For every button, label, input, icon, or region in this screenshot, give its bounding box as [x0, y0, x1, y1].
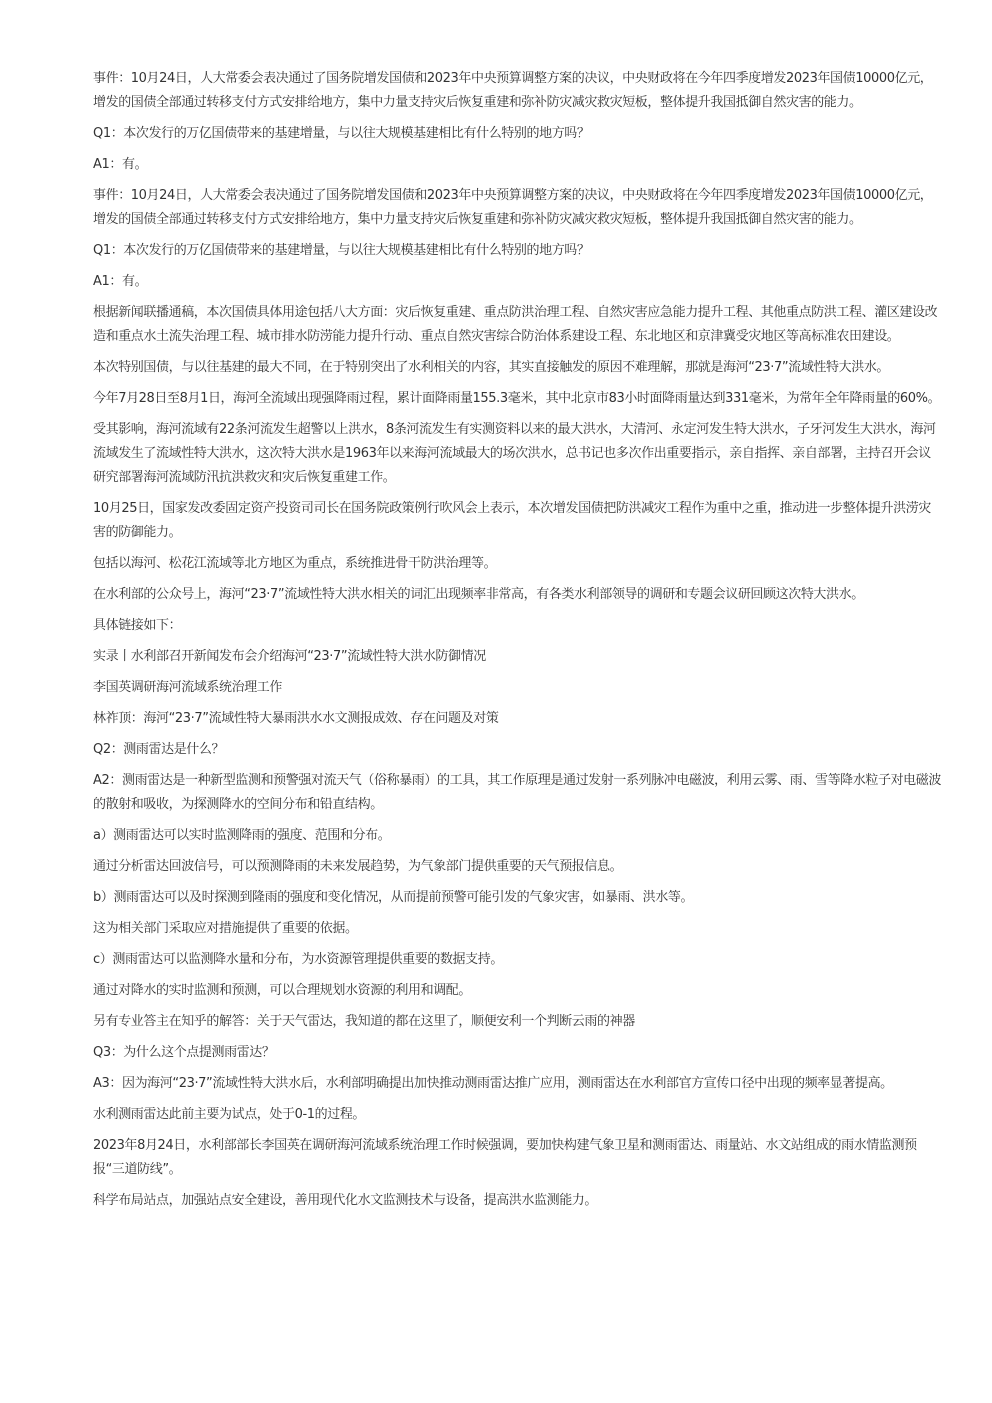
rainfall-paragraph: 今年7月28日至8月1日，海河全流域出现强降雨过程，累计面降雨量155.3毫米，其中北京市83小时面降雨量达到331毫米，为常年全年降雨量的60%。 [93, 391, 941, 406]
minister-paragraph: 2023年8月24日，水利部部长李国英在调研海河流域系统治理工作时候强调，要加快构建气象卫星和测雨雷达、雨量站、水文站组成的雨水情监测预报“三道防线”。 [93, 1138, 917, 1177]
point-a: a）测雨雷达可以实时监测降雨的强度、范围和分布。 [93, 828, 391, 843]
zhihu-reference[interactable]: 另有专业答主在知乎的解答：关于天气雷达，我知道的都在这里了，顺便安利一个判断云雨的神器 [93, 1014, 635, 1029]
pilot-paragraph: 水利测雨雷达此前主要为试点，处于0-1的过程。 [93, 1107, 366, 1122]
link-item[interactable]: 林祚顶：海河“23·7”流域性特大暴雨洪水水文测报成效、存在问题及对策 [93, 711, 499, 726]
link-item[interactable]: 李国英调研海河流域系统治理工作 [93, 680, 283, 695]
north-region-paragraph: 包括以海河、松花江流域等北方地区为重点，系统推进骨干防洪治理等。 [93, 556, 497, 571]
answer-a1-repeat: A1：有。 [93, 274, 148, 289]
point-a-detail: 通过分析雷达回波信号，可以预测降雨的未来发展趋势，为气象部门提供重要的天气预报信息。 [93, 859, 623, 874]
link-item[interactable]: 实录丨水利部召开新闻发布会介绍海河“23·7”流域性特大洪水防御情况 [93, 649, 486, 664]
point-b: b）测雨雷达可以及时探测到隆雨的强度和变化情况，从而提前预警可能引发的气象灾害，如暴雨、洪水等。 [93, 890, 694, 905]
event-paragraph: 事件：10月24日，人大常委会表决通过了国务院增发国债和2023年中央预算调整方案的决议，中央财政将在今年四季度增发2023年国债10000亿元，增发的国债全部通过转移支付方式安排给地方，集中力量支持灾后恢复重建和弥补防灾减灾救灾短板，整体提升我国抵御自然灾害的能力。 [93, 71, 933, 110]
bond-usage-paragraph: 根据新闻联播通稿，本次国债具体用途包括八大方面：灾后恢复重建、重点防洪治理工程、自然灾害应急能力提升工程、其他重点防洪工程、灌区建设改造和重点水土流失治理工程、城市排水防涝能力提升行动、重点自然灾害综合防治体系建设工程、东北地区和京津冀受灾地区等高标准农田建设。 [93, 305, 938, 344]
question-q1: Q1：本次发行的万亿国债带来的基建增量，与以往大规模基建相比有什么特别的地方吗？ [93, 126, 590, 141]
point-b-detail: 这为相关部门采取应对措施提供了重要的依据。 [93, 921, 358, 936]
ndrc-paragraph: 10月25日，国家发改委固定资产投资司司长在国务院政策例行吹风会上表示，本次增发国债把防洪减灾工程作为重中之重，推动进一步整体提升洪涝灾害的防御能力。 [93, 501, 931, 540]
answer-a1: A1：有。 [93, 157, 148, 172]
links-intro: 具体链接如下： [93, 618, 182, 633]
point-c: c）测雨雷达可以监测降水量和分布，为水资源管理提供重要的数据支持。 [93, 952, 503, 967]
question-q2: Q2：测雨雷达是什么？ [93, 742, 225, 757]
question-q1-repeat: Q1：本次发行的万亿国债带来的基建增量，与以往大规模基建相比有什么特别的地方吗？ [93, 243, 590, 258]
point-c-detail: 通过对降水的实时监测和预测，可以合理规划水资源的利用和调配。 [93, 983, 472, 998]
answer-a3: A3：因为海河“23·7”流域性特大洪水后，水利部明确提出加快推动测雨雷达推广应用，测雨雷达在水利部官方宣传口径中出现的频率显著提高。 [93, 1076, 893, 1091]
event-paragraph-repeat: 事件：10月24日，人大常委会表决通过了国务院增发国债和2023年中央预算调整方案的决议，中央财政将在今年四季度增发2023年国债10000亿元，增发的国债全部通过转移支付方式安排给地方，集中力量支持灾后恢复重建和弥补防灾减灾救灾短板，整体提升我国抵御自然灾害的能力。 [93, 188, 933, 227]
ministry-account-paragraph: 在水利部的公众号上，海河“23·7”流域性特大洪水相关的词汇出现频率非常高，有各类水利部领导的调研和专题会议研回顾这次特大洪水。 [93, 587, 864, 602]
special-bond-paragraph: 本次特别国债，与以往基建的最大不同，在于特别突出了水利相关的内容，其实直接触发的原因不难理解，那就是海河“23·7”流域性特大洪水。 [93, 360, 890, 375]
flood-impact-paragraph: 受其影响，海河流域有22条河流发生超警以上洪水，8条河流发生有实测资料以来的最大洪水，大清河、永定河发生特大洪水，子牙河发生大洪水，海河流域发生了流域性特大洪水，这次特大洪水是1963年以来海河流域最大的场次洪水，总书记也多次作出重要指示，亲自指挥、亲自部署，主持召开会议研究部署海河流域防汛抗洪救灾和灾后恢复重建工作。 [93, 422, 936, 485]
answer-a2: A2：测雨雷达是一种新型监测和预警强对流天气（俗称暴雨）的工具，其工作原理是通过发射一系列脉冲电磁波，利用云雾、雨、雪等降水粒子对电磁波的散射和吸收，为探测降水的空间分布和铅直结构。 [93, 773, 941, 812]
station-paragraph: 科学布局站点，加强站点安全建设，善用现代化水文监测技术与设备，提高洪水监测能力。 [93, 1193, 598, 1208]
question-q3: Q3：为什么这个点提测雨雷达？ [93, 1045, 275, 1060]
